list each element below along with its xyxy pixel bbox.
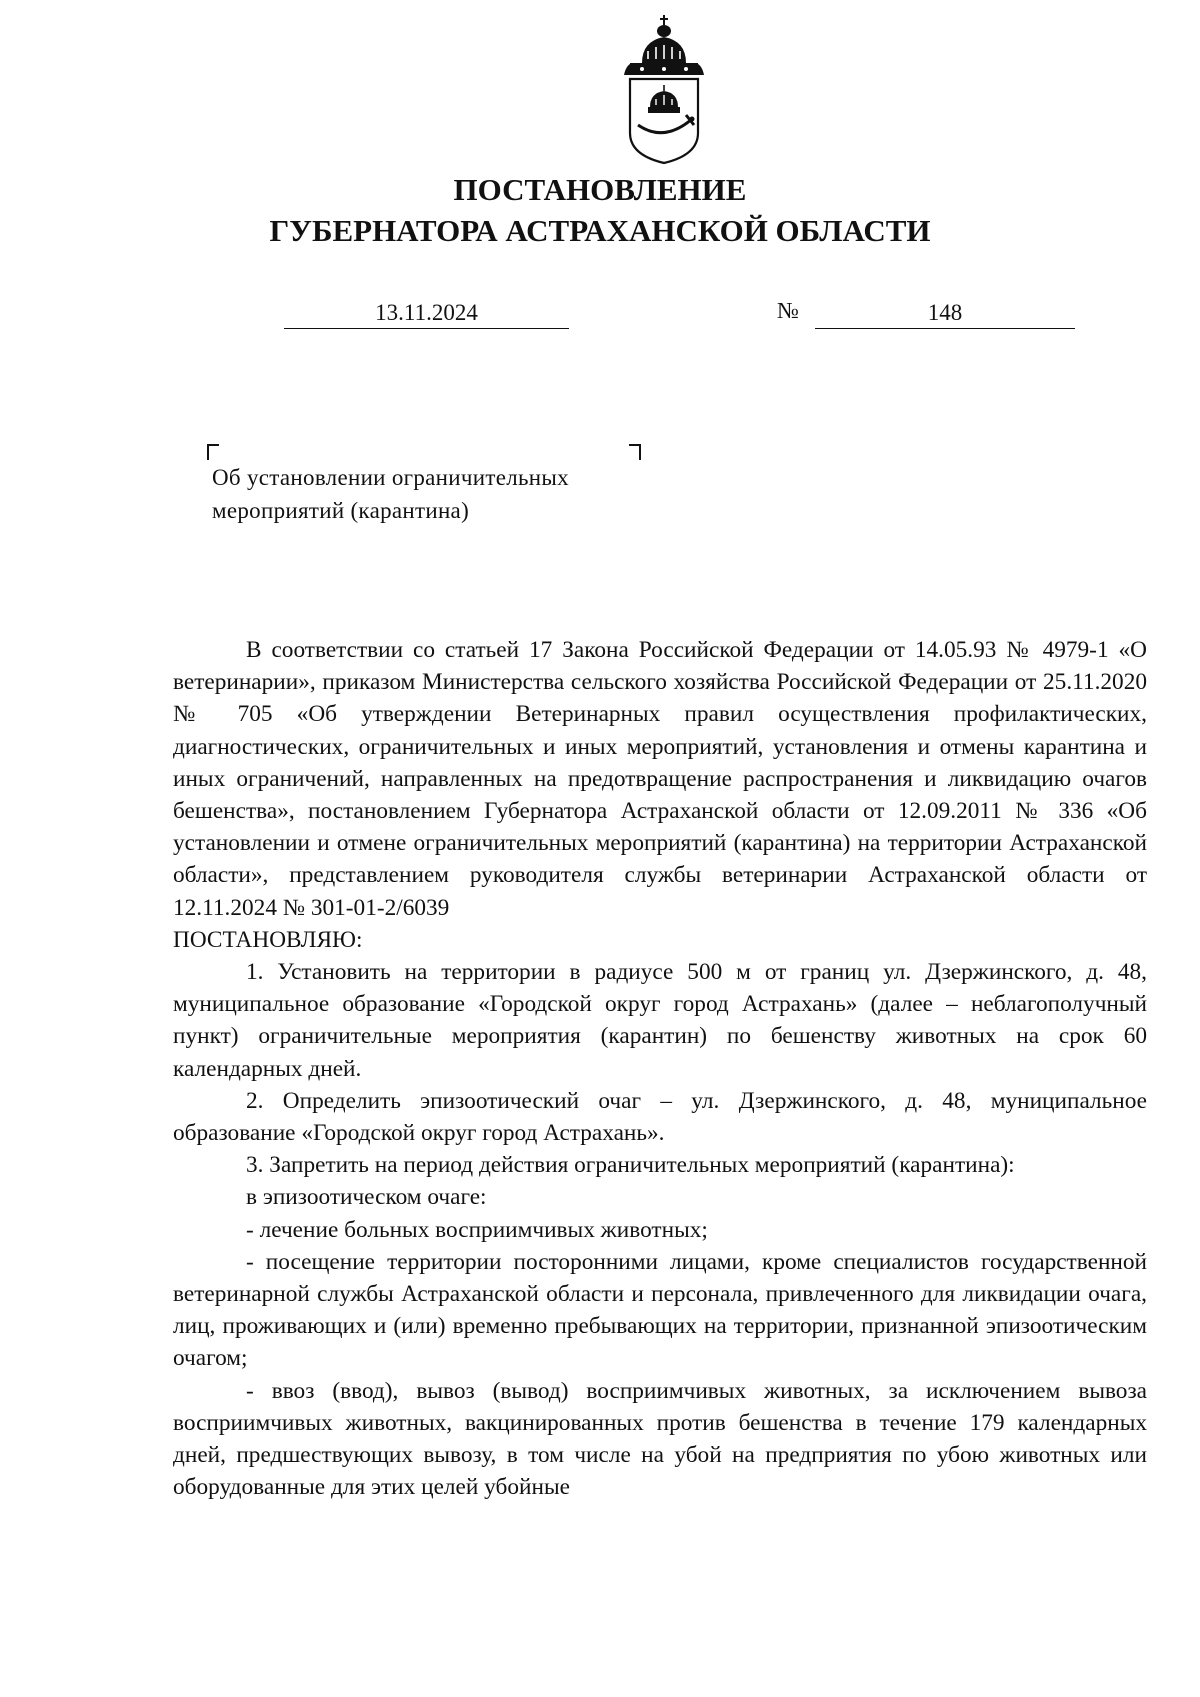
number-sign: № <box>777 298 799 323</box>
decree-word: ПОСТАНОВЛЯЮ: <box>173 926 363 953</box>
document-title-line1: ПОСТАНОВЛЕНИЕ <box>453 172 747 207</box>
document-title-line2: ГУБЕРНАТОРА АСТРАХАНСКОЙ ОБЛАСТИ <box>269 213 931 248</box>
document-subject <box>212 461 672 527</box>
item-1-paragraph: 1. Установить на территории в радиусе 500 м от границ ул. Дзержинского, д. 48, муниципальное образование «Городской округ город Астрахань» (далее – неблагополучный пункт) ограничительные мероприятия (карантин) по бешенству животных на срок 60 календарных дней. <box>173 959 1147 1082</box>
document-number: 148 <box>815 298 1075 329</box>
subject-line2: мероприятий (карантина) <box>212 498 470 523</box>
item-3-subheading: в эпизоотическом очаге: <box>246 1184 487 1211</box>
document-body <box>173 634 1147 1503</box>
bullet-2: - посещение территории посторонними лицами, кроме специалистов государственной ветеринарной службы Астраханской области и персонала, привлеченного для ликвидации очага, лиц, проживающих и (или) временно пребывающих на территории, признанной эпизоотическим очагом; <box>173 1248 1147 1372</box>
document-date: 13.11.2024 <box>284 298 569 329</box>
subject-line1: Об установлении ограничительных <box>212 465 569 490</box>
item-2-paragraph: 2. Определить эпизоотический очаг – ул. Дзержинского, д. 48, муниципальное образование «Городской округ город Астрахань». <box>173 1087 1147 1147</box>
bullet-1: - лечение больных восприимчивых животных; <box>246 1216 708 1243</box>
item-3-paragraph: 3. Запретить на период действия ограничительных мероприятий (карантина): <box>246 1152 1015 1179</box>
astrakhan-coat-of-arms-icon <box>620 15 708 165</box>
preamble-paragraph: В соответствии со статьей 17 Закона Российской Федерации от 14.05.93 № 4979-1 «О ветеринарии», приказом Министерства сельского хозяйства Российской Федерации от 25.11.2020 № 705 «Об утверждении Ветеринарных правил осуществления профилактических, диагностических, ограничительных и иных мероприятий, установления и отмены карантина и иных ограничений, направленных на предотвращение распространения и ликвидацию очагов бешенства», постановлением Губернатора Астраханской области от 12.09.2011 № 336 «Об установлении и отмене ограничительных мероприятий (карантина) на территории Астраханской области», представлением руководителя службы ветеринарии Астраханской области от 12.11.2024 № 301-01-2/6039 <box>173 637 1147 921</box>
bullet-3: - ввоз (ввод), вывоз (вывод) восприимчивых животных, за исключением вывоза восприимчивых животных, вакцинированных против бешенства в течение 179 календарных дней, предшествующих вывозу, в том числе на убой на предприятия по убою животных или оборудованные для этих целей убойные <box>173 1377 1147 1501</box>
subject-bracket-right <box>629 444 641 460</box>
subject-bracket-left <box>207 444 219 460</box>
